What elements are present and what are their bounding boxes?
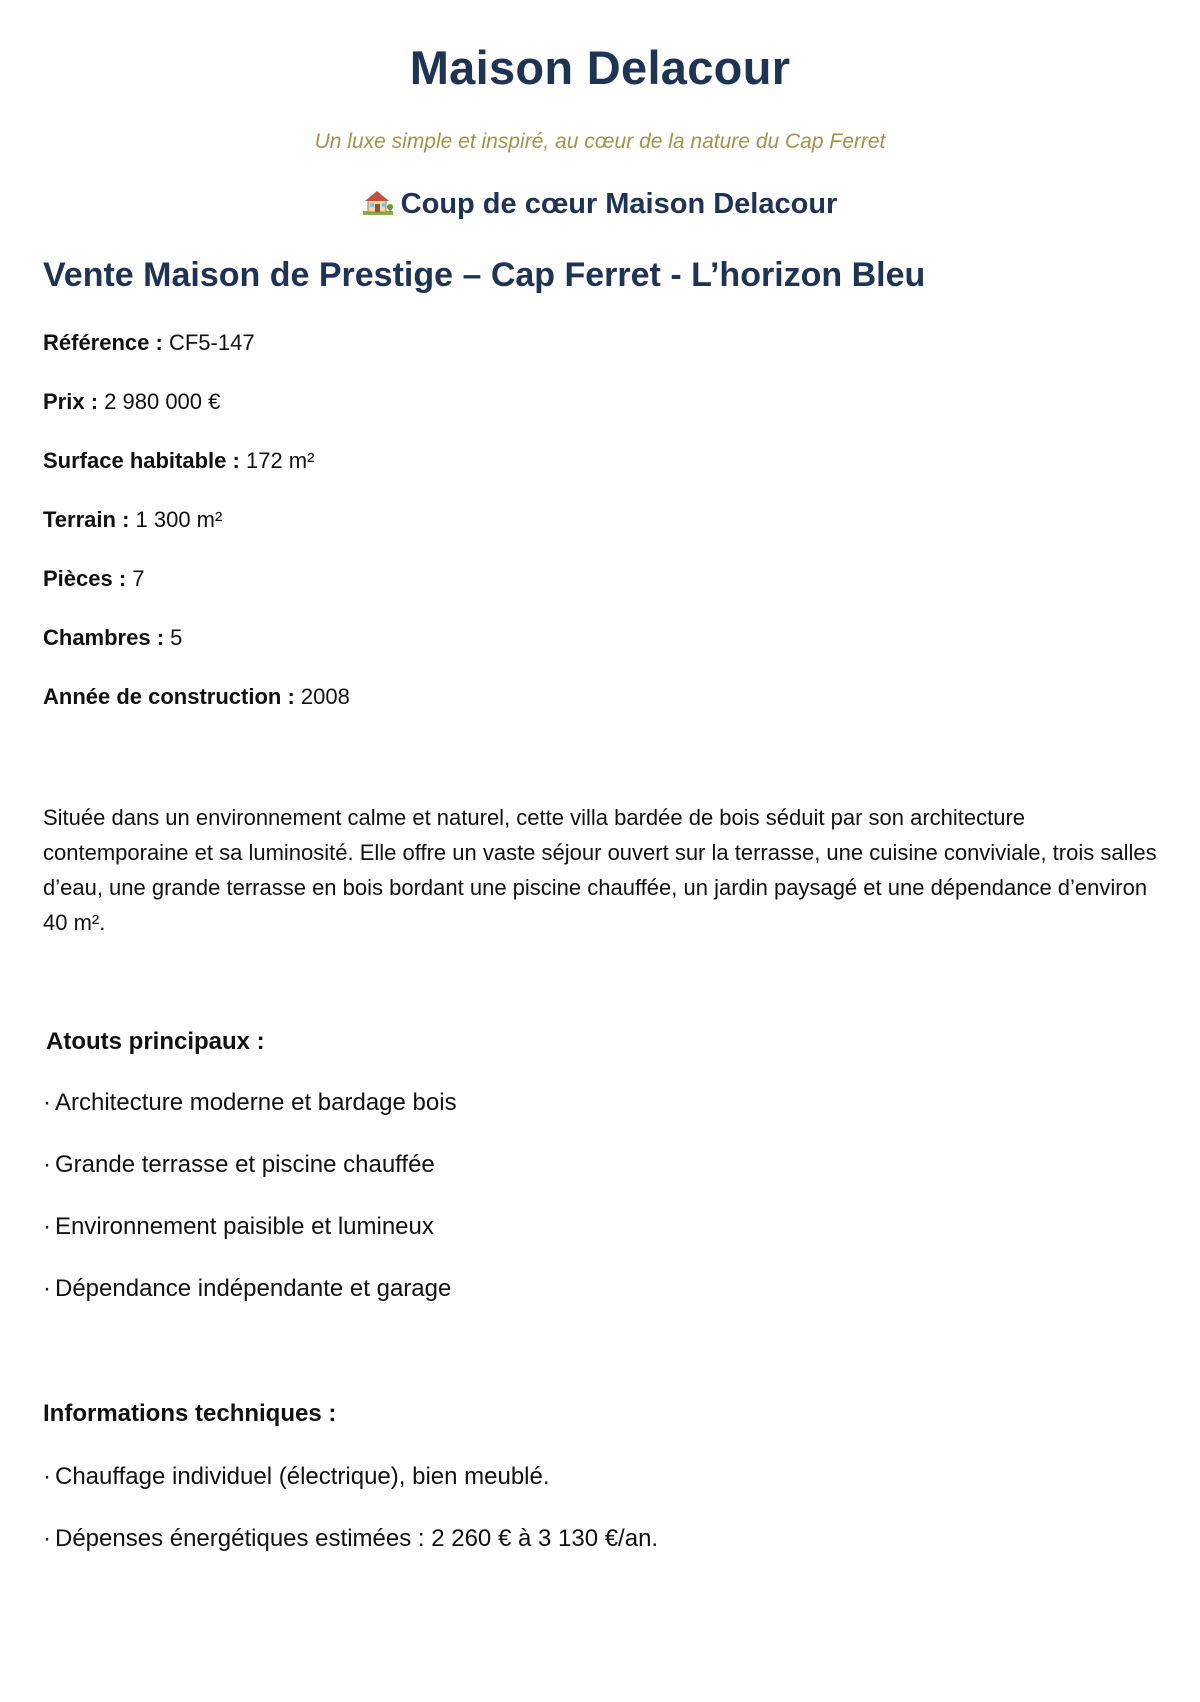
bullet-marker: · — [43, 1525, 51, 1552]
atouts-heading: Atouts principaux : — [46, 1028, 265, 1055]
list-item-text: Dépendance indépendante et garage — [55, 1275, 452, 1302]
spec-label: Surface habitable : — [43, 448, 240, 473]
brand-title: Maison Delacour — [409, 41, 791, 94]
spec-label: Prix : — [43, 389, 99, 414]
spec-value: CF5-147 — [168, 330, 255, 355]
list-item — [43, 1463, 550, 1491]
house-with-garden-icon — [363, 189, 393, 215]
spec-label: Pièces : — [43, 566, 127, 591]
list-item-text: Dépenses énergétiques estimées : 2 260 € à 3 130 €/an. — [55, 1525, 659, 1552]
spec-pieces — [43, 566, 145, 592]
list-item — [43, 1151, 435, 1179]
bullet-marker: · — [43, 1089, 51, 1116]
list-item — [43, 1089, 457, 1117]
bullet-marker: · — [43, 1151, 51, 1178]
list-item-text: Architecture moderne et bardage bois — [55, 1089, 457, 1116]
coup-de-coeur-heading — [0, 188, 1200, 221]
spec-surface — [43, 448, 314, 474]
spec-value: 172 m² — [245, 448, 315, 473]
listing-title: Vente Maison de Prestige – Cap Ferret - L’horizon Bleu — [43, 256, 926, 294]
tagline: Un luxe simple et inspiré, au cœur de la nature du Cap Ferret — [314, 130, 886, 153]
list-item-text: Grande terrasse et piscine chauffée — [55, 1151, 435, 1178]
list-item — [43, 1525, 658, 1553]
list-item-text: Chauffage individuel (électrique), bien meublé. — [55, 1463, 550, 1490]
list-item-text: Environnement paisible et lumineux — [55, 1213, 434, 1240]
bullet-marker: · — [43, 1213, 51, 1240]
spec-terrain — [43, 507, 222, 533]
bullet-marker: · — [43, 1463, 51, 1490]
list-item — [43, 1213, 434, 1241]
bullet-marker: · — [43, 1275, 51, 1302]
technique-heading: Informations techniques : — [43, 1400, 337, 1427]
coup-de-coeur-label: Coup de cœur Maison Delacour — [400, 188, 838, 220]
spec-value: 1 300 m² — [135, 507, 223, 532]
spec-value: 2008 — [300, 684, 350, 709]
spec-value: 2 980 000 € — [104, 389, 221, 414]
spec-label: Terrain : — [43, 507, 130, 532]
spec-value: 5 — [170, 625, 183, 650]
spec-label: Référence : — [43, 330, 163, 355]
spec-chambres — [43, 625, 182, 651]
spec-label: Année de construction : — [43, 684, 295, 709]
spec-value: 7 — [132, 566, 145, 591]
spec-reference — [43, 330, 255, 356]
spec-annee — [43, 684, 350, 710]
spec-label: Chambres : — [43, 625, 165, 650]
property-description: Située dans un environnement calme et naturel, cette villa bardée de bois séduit par son architecture contemporaine et sa luminosité. Elle offre un vaste séjour ouvert sur la terrasse, une cuisine conviviale, trois salles d’eau, une grande terrasse en bois bordant une piscine chauffée, un jardin paysagé et une dépendance d’environ 40 m². — [43, 805, 1157, 935]
list-item — [43, 1275, 451, 1303]
spec-prix — [43, 389, 220, 415]
